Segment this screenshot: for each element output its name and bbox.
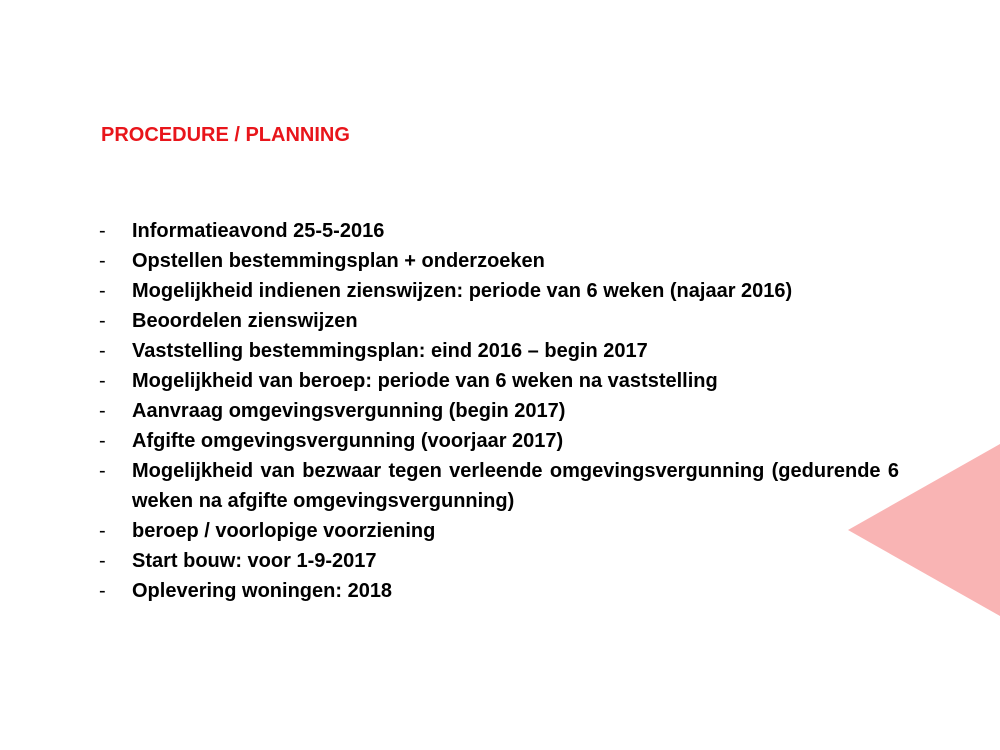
list-item xyxy=(99,546,899,576)
list-item xyxy=(99,216,899,246)
bullet-dash: - xyxy=(99,460,106,482)
bullet-dash: - xyxy=(99,340,106,362)
list-item xyxy=(99,306,899,336)
bullet-dash: - xyxy=(99,430,106,452)
list-item-text: Mogelijkheid indienen zienswijzen: periode van 6 weken (najaar 2016) xyxy=(132,280,793,302)
bullet-dash: - xyxy=(99,220,106,242)
list-item-text: Informatieavond 25-5-2016 xyxy=(132,220,385,242)
list-item xyxy=(99,276,899,306)
decorative-triangle-shape xyxy=(848,444,1000,616)
list-item-text: Oplevering woningen: 2018 xyxy=(132,580,393,602)
list-item-text: Opstellen bestemmingsplan + onderzoeken xyxy=(132,250,545,272)
planning-list xyxy=(99,216,899,606)
list-item-text: beroep / voorlopige voorziening xyxy=(132,520,436,542)
bullet-dash: - xyxy=(99,280,106,302)
list-item-text: Beoordelen zienswijzen xyxy=(132,310,358,332)
bullet-dash: - xyxy=(99,250,106,272)
list-item xyxy=(99,516,899,546)
list-item xyxy=(99,246,899,276)
list-item-text: Vaststelling bestemmingsplan: eind 2016 – begin 2017 xyxy=(132,340,648,362)
bullet-dash: - xyxy=(99,370,106,392)
list-item-text: Mogelijkheid van beroep: periode van 6 weken na vaststelling xyxy=(132,370,718,392)
bullet-dash: - xyxy=(99,520,106,542)
slide-title: PROCEDURE / PLANNING xyxy=(101,124,350,146)
list-item xyxy=(99,426,899,456)
bullet-dash: - xyxy=(99,580,106,602)
list-item-text: Start bouw: voor 1-9-2017 xyxy=(132,550,377,572)
bullet-dash: - xyxy=(99,400,106,422)
list-item xyxy=(99,456,899,516)
list-item-text: Afgifte omgevingsvergunning (voorjaar 2017) xyxy=(132,430,564,452)
decorative-triangle xyxy=(848,444,1000,616)
list-item xyxy=(99,396,899,426)
list-item-text: Mogelijkheid van bezwaar tegen verleende omgevingsvergunning (gedurende 6 weken na afgifte omgevingsvergunning) xyxy=(132,460,899,512)
list-item-text: Aanvraag omgevingsvergunning (begin 2017) xyxy=(132,400,566,422)
list-item xyxy=(99,366,899,396)
bullet-dash: - xyxy=(99,310,106,332)
bullet-dash: - xyxy=(99,550,106,572)
list-item xyxy=(99,576,899,606)
list-item xyxy=(99,336,899,366)
